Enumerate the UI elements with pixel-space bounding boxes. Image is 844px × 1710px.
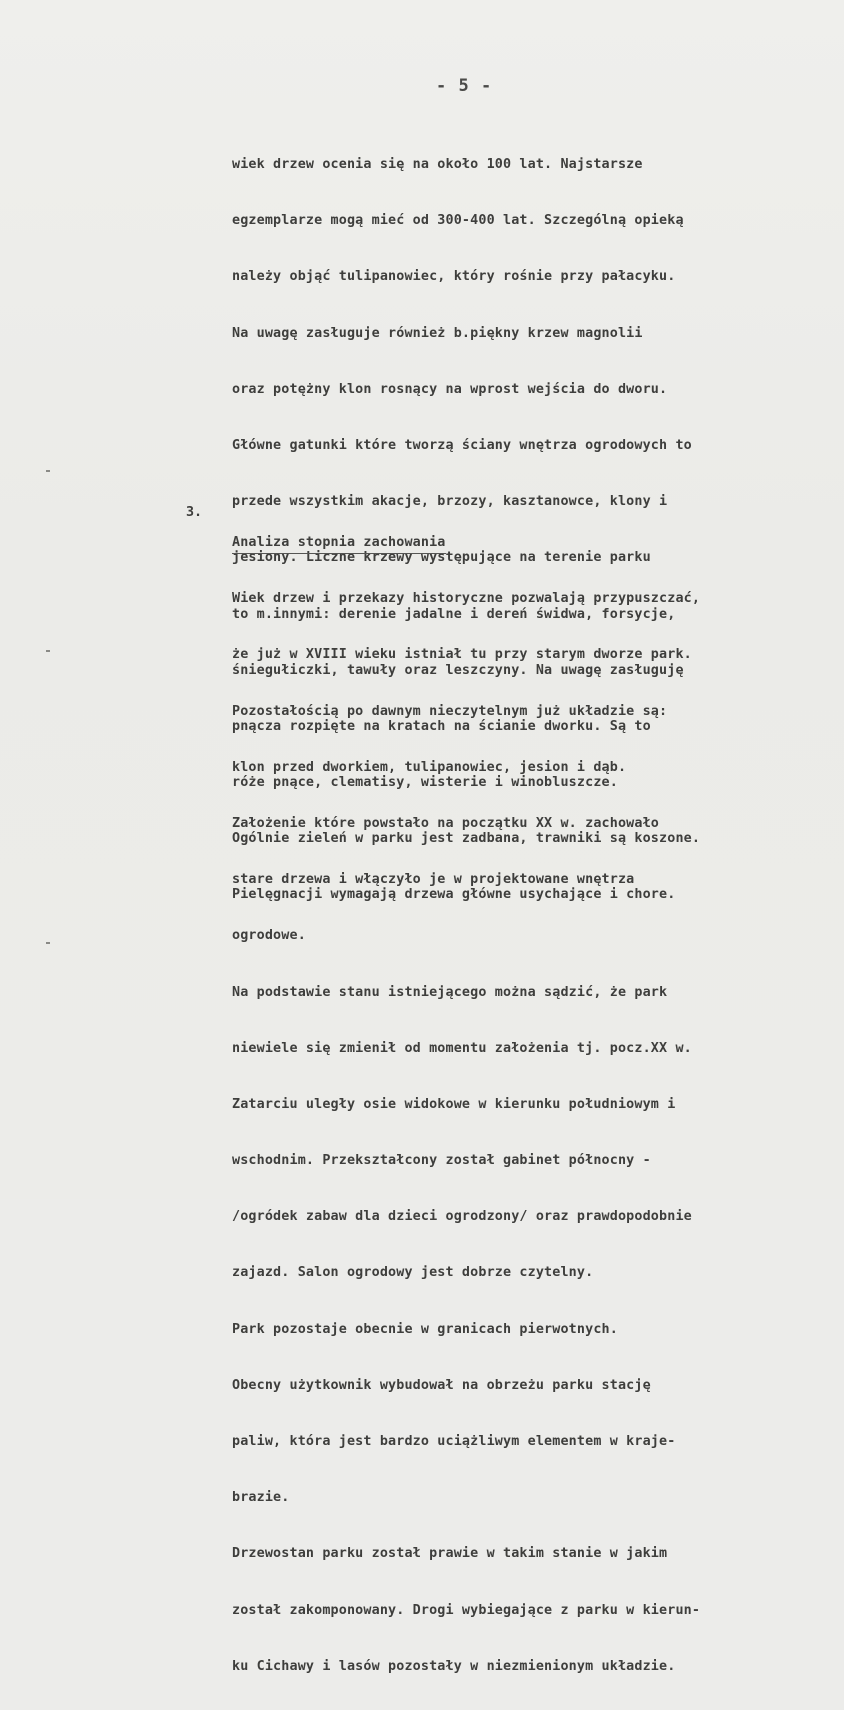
text-line: że już w XVIII wieku istniał tu przy starym dworze park.	[232, 647, 692, 663]
section-analysis	[232, 500, 832, 1710]
text-line: to m.innymi: derenie jadalne i dereń świdwa, forsycje,	[232, 606, 676, 622]
text-line: Drzewostan parku został prawie w takim stanie w jakim	[232, 1546, 668, 1562]
text-line: Na podstawie stanu istniejącego można sądzić, że park	[232, 984, 668, 1000]
text-line: Zatarciu uległy osie widokowe w kierunku południowym i	[232, 1096, 676, 1112]
text-line: śniegułiczki, tawuły oraz leszczyny. Na uwagę zasługuję	[232, 662, 684, 678]
text-line: niewiele się zmienił od momentu założenia tj. pocz.XX w.	[232, 1040, 692, 1056]
text-line: Wiek drzew i przekazy historyczne pozwalają przypuszczać,	[232, 591, 701, 607]
punch-hole-mark	[46, 650, 50, 652]
section-heading-line	[232, 530, 832, 556]
text-line: wiek drzew ocenia się na około 100 lat. Najstarsze	[232, 157, 643, 172]
text-line: Pielęgnacji wymagają drzewa główne usychające i chore.	[232, 887, 676, 903]
page-number: - 5 -	[436, 76, 493, 96]
text-line: Obecny użytkownik wybudował na obrzeżu parku stację	[232, 1377, 651, 1393]
text-line: ogrodowe.	[232, 928, 306, 944]
text-line: pnącza rozpięte na kratach na ścianie dworku. Są to	[232, 718, 651, 734]
section-heading: Analiza stopnia zachowania	[232, 533, 446, 554]
punch-hole-mark	[46, 470, 50, 472]
text-line: zajazd. Salon ogrodowy jest dobrze czytelny.	[232, 1265, 594, 1281]
text-line: ku Cichawy i lasów pozostały w niezmienionym układzie.	[232, 1658, 676, 1674]
text-line: został zakomponowany. Drogi wybiegające z parku w kierun-	[232, 1602, 701, 1618]
text-line: brazie.	[232, 1490, 290, 1506]
text-line: Ogólnie zieleń w parku jest zadbana, trawniki są koszone.	[232, 831, 701, 847]
section-number: 3.	[186, 505, 203, 520]
text-line: jesiony. Liczne krzewy występujące na terenie parku	[232, 550, 651, 566]
text-line: Park pozostaje obecnie w granicach pierwotnych.	[232, 1321, 618, 1337]
text-line: przede wszystkim akacje, brzozy, kasztanowce, klony i	[232, 494, 668, 510]
text-line: klon przed dworkiem, tulipanowiec, jesion i dąb.	[232, 759, 627, 775]
text-line: wschodnim. Przekształcony został gabinet północny -	[232, 1153, 651, 1169]
text-line: paliw, która jest bardzo uciążliwym elementem w kraje-	[232, 1434, 676, 1449]
text-line: egzemplarze mogą mieć od 300-400 lat. Szczególną opieką	[232, 213, 684, 229]
text-line: stare drzewa i włączyło je w projektowane wnętrza	[232, 872, 635, 888]
text-line: oraz potężny klon rosnący na wprost wejścia do dworu.	[232, 381, 668, 397]
text-line: /ogródek zabaw dla dzieci ogrodzony/ oraz prawdopodobnie	[232, 1209, 692, 1225]
text-line: Główne gatunki które tworzą ściany wnętrza ogrodowych to	[232, 437, 692, 453]
text-line: Pozostałością po dawnym nieczytelnym już układzie są:	[232, 703, 668, 719]
text-line: Na uwagę zasługuje również b.piękny krzew magnolii	[232, 325, 643, 341]
text-line: Założenie które powstało na początku XX w. zachowało	[232, 815, 660, 831]
text-line: róże pnące, clematisy, wisterie i winobluszcze.	[232, 775, 618, 791]
punch-hole-mark	[46, 942, 50, 944]
text-line: należy objąć tulipanowiec, który rośnie przy pałacyku.	[232, 269, 676, 285]
